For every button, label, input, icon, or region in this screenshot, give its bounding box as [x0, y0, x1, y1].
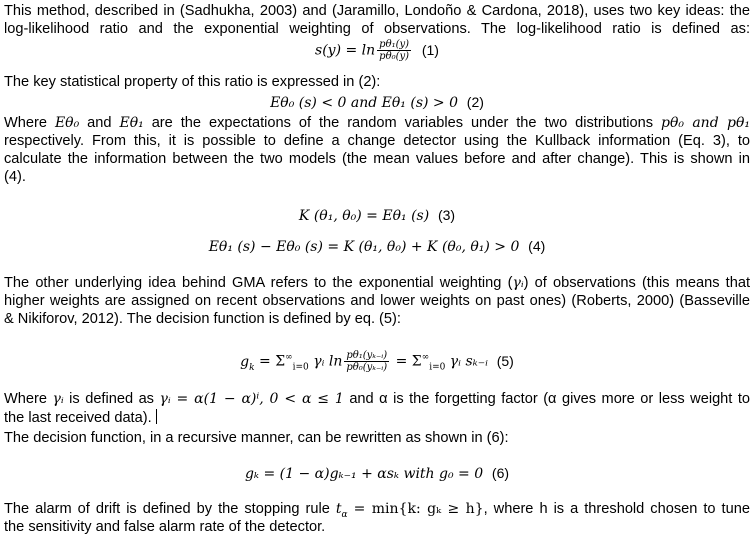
equation-5-lhs: $g_k$	[240, 353, 255, 373]
paragraph-5-line-2	[4, 409, 750, 427]
p6-text-d: , where h is a threshold chosen to tune	[483, 501, 750, 517]
equation-2	[0, 92, 754, 113]
paragraph-1-line-1: This method, described in (Sadhukha, 2003) and (Jaramillo, Londoño & Cardona, 2018), uses two key ideas: the	[4, 3, 750, 19]
p6-t-alpha: $t_\alpha$	[335, 501, 348, 520]
equation-1-label: (1)	[421, 41, 439, 58]
equation-1-lhs: s(y) = ln	[315, 42, 376, 59]
p5-gamma: γᵢ	[52, 391, 64, 407]
equation-6-label: (6)	[491, 465, 510, 481]
equation-5-mid: γᵢ ln	[308, 353, 343, 370]
equation-5-sum-2-sup: ∞	[421, 352, 430, 363]
paragraph-6-line-1	[4, 500, 750, 518]
equation-4-body: Eθ₁ (s) − Eθ₀ (s) = K (θ₁, θ₀) + K (θ₀, θ₁) > 0	[208, 239, 520, 255]
p3-and: and	[87, 115, 112, 131]
paragraph-3-line-1	[4, 114, 750, 132]
p3-p-theta: pθ₀ and pθ₁	[660, 115, 751, 131]
paragraph-5-line-1	[4, 390, 750, 408]
equation-4-label: (4)	[528, 238, 546, 254]
equation-5-sum-1-sup: ∞	[285, 352, 293, 363]
paragraph-2-line-1: The key statistical property of this ratio is expressed in (2):	[4, 74, 381, 90]
paragraph-3-line-4: (4).	[4, 169, 26, 185]
equation-1-fraction	[377, 39, 411, 62]
paragraph-4-line-2: higher weights are assigned on recent observations and lower weights on past ones) (Roberts, 2000) (Basseville	[4, 293, 750, 309]
p3-where: Where	[4, 115, 47, 131]
equation-5-sum-1: = Σ	[254, 353, 286, 370]
equation-2-body: Eθ₀ (s) < 0 and Eθ₁ (s) > 0	[270, 95, 459, 111]
p3-e-theta1: Eθ₁	[119, 115, 144, 131]
equation-5-fraction	[344, 350, 389, 373]
paragraph-1-line-2: log-likelihood ratio and the exponential weighting of observations. The log-likelihood ratio is defined as:	[4, 21, 750, 37]
equation-5-sum-2-sub: i=0	[429, 362, 446, 373]
equation-1	[0, 39, 754, 62]
equation-5-tail: γᵢ sₖ₋ᵢ	[445, 353, 488, 370]
p5-where: Where	[4, 391, 47, 407]
p3-expectations-text: are the expectations of the random variables under the two distributions	[151, 115, 654, 131]
p5-forgetting-text: and α is the forgetting factor (α gives more or less weight to	[349, 391, 751, 407]
equation-3	[0, 205, 754, 226]
equation-5-sum-2: = Σ	[391, 353, 422, 370]
equation-5-sum-1-sub: i=0	[292, 362, 309, 373]
paragraph-4-line-1	[4, 274, 750, 292]
p6-min-formula: = min{k: gₖ ≥ h}	[353, 501, 484, 517]
equation-5-label: (5)	[496, 352, 514, 369]
p4-text-a: The other underlying idea behind GMA refers to the exponential weighting (	[4, 275, 513, 291]
p4-gamma: γᵢ	[512, 275, 524, 291]
p5-line-2-text: the last received data).	[4, 410, 152, 426]
equation-5-numerator: pθ₁(yₖ₋ᵢ)	[346, 350, 388, 361]
equation-5	[0, 350, 754, 373]
paragraph-3-line-2: respectively. From this, it is possible to define a change detector using the Kullback information (Eq. 3), to	[4, 133, 750, 149]
paragraph-5-line-3: The decision function, in a recursive manner, can be rewritten as shown in (6):	[4, 430, 509, 446]
paragraph-4-line-3: & Nikiforov, 2012). The decision function is defined by eq. (5):	[4, 311, 401, 327]
p3-e-theta0: Eθ₀	[54, 115, 80, 131]
p5-gamma-formula: γᵢ = α(1 − α)ⁱ, 0 < α ≤ 1	[159, 391, 344, 407]
p4-text-c: ) of observations (this means that	[523, 275, 751, 291]
p6-text-a: The alarm of drift is defined by the stopping rule	[4, 501, 330, 517]
text-cursor	[156, 409, 157, 424]
equation-3-body: K (θ₁, θ₀) = Eθ₁ (s)	[298, 208, 430, 224]
equation-6	[0, 463, 754, 484]
equation-1-denominator: pθ₀(y)	[379, 51, 410, 62]
paragraph-3-line-3: calculate the information between the two models (the mean values before and after change). This is shown in	[4, 151, 750, 167]
equation-1-numerator: pθ₁(y)	[379, 39, 410, 50]
equation-6-body: gₖ = (1 − α)gₖ₋₁ + αsₖ with g₀ = 0	[244, 466, 484, 482]
paragraph-6-line-2: the sensitivity and false alarm rate of the detector.	[4, 519, 326, 535]
equation-4	[0, 236, 754, 257]
equation-2-label: (2)	[466, 94, 484, 110]
p5-defined-as: is defined as	[69, 391, 154, 407]
equation-3-label: (3)	[437, 207, 456, 223]
equation-5-denominator: pθ₀(yₖ₋ᵢ)	[346, 362, 388, 373]
